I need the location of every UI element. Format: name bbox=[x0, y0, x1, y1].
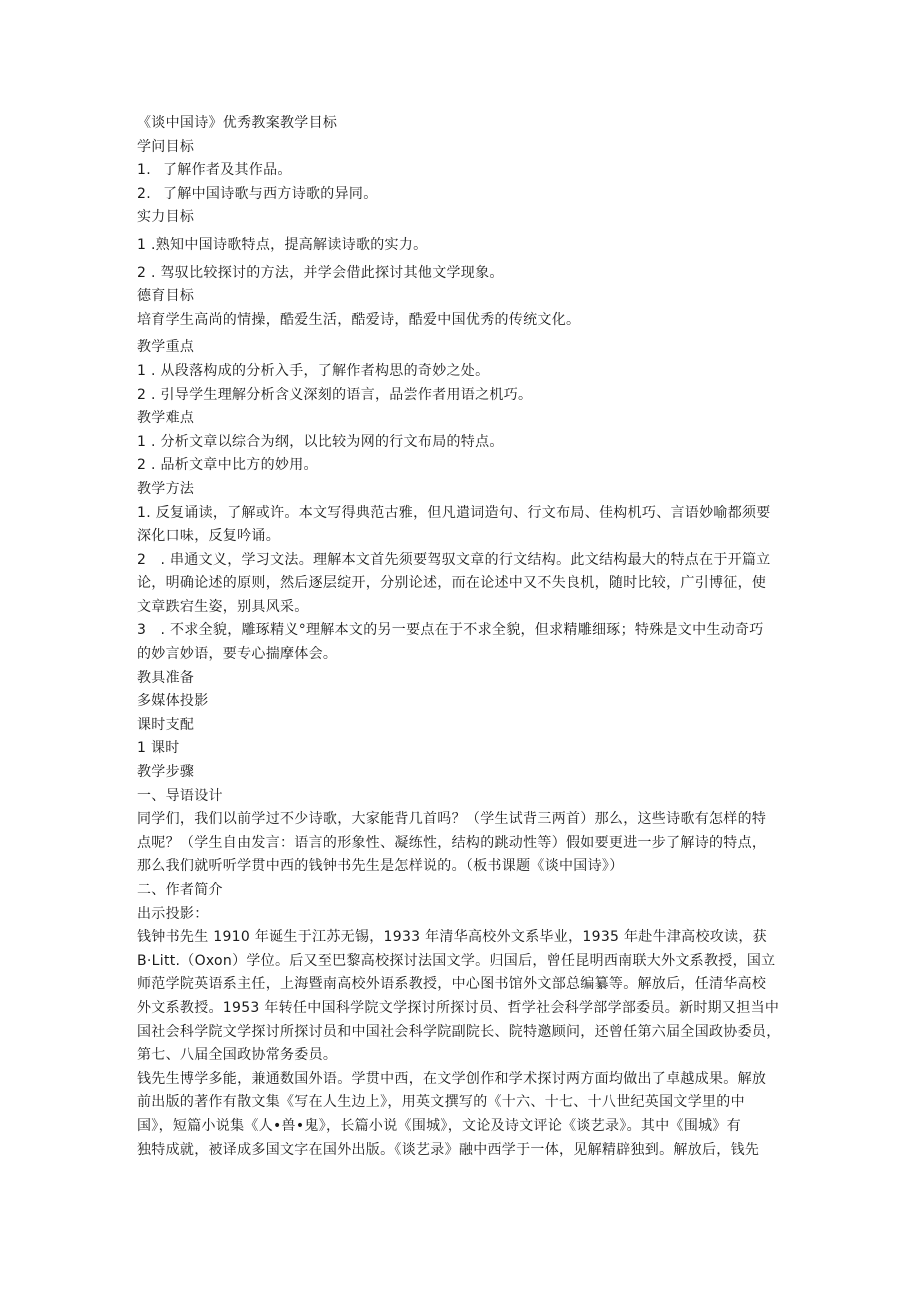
doc-title: 《谈中国诗》优秀教案教学目标 bbox=[137, 115, 338, 131]
method-heading: 教学方法 bbox=[137, 480, 195, 497]
ability-heading: 实力目标 bbox=[137, 209, 195, 226]
bio-paragraph-2: 钱先生博学多能，兼通数国外语。学贯中西，在文学创作和学术探讨两方面均做出了卓越成果。解放 前出版的著作有散文集《写在人生边上》，用英文撰写的《十六、十七、十八世纪英国文学里的中 国》，短篇小说集《人•兽•鬼》，长篇小说《围城》，文论及诗文评论《谈艺录》。其中《围城》有 独特成就，被译成多国文字在国外出版。《谈艺录》融中西学于一体，见解精辟独到。解放后，钱先 bbox=[137, 1070, 767, 1158]
moral-text: 培育学生高尚的情操，酷爱生活，酷爱诗，酷爱中国优秀的传统文化。 bbox=[137, 311, 581, 328]
time-heading: 课时支配 bbox=[137, 716, 195, 733]
document-page bbox=[137, 112, 797, 1162]
steps-heading: 教学步骤 bbox=[137, 764, 195, 781]
method-paragraph-1: 1. 反复诵读，了解或许。本文写得典范古雅，但凡遣词造句、行文布局、佳构机巧、言语妙喻都须要 深化口味，反复吟诵。 bbox=[137, 504, 771, 545]
list-item: 1 . 分析文章以综合为纲，以比较为网的行文布局的特点。 bbox=[137, 433, 504, 450]
tools-text: 多媒体投影 bbox=[137, 693, 209, 710]
focus-heading: 教学重点 bbox=[137, 339, 195, 356]
list-item: 2. 了解中国诗歌与西方诗歌的异同。 bbox=[137, 185, 378, 202]
step2-heading: 二、作者简介 bbox=[137, 882, 223, 898]
method-paragraph-3: 3 . 不求全貌，雕琢精义°理解本文的另一要点在于不求全貌，但求精雕细琢；特殊是文中生动奇巧 的妙言妙语，要专心揣摩体会。 bbox=[137, 622, 764, 663]
difficulty-heading: 教学难点 bbox=[137, 410, 195, 427]
step1-heading: 一、导语设计 bbox=[137, 787, 223, 804]
list-item: 2 . 驾驭比较探讨的方法，并学会借此探讨其他文学现象。 bbox=[137, 264, 504, 281]
method-paragraph-2: 2 . 串通文义，学习文法。理解本文首先须要驾驭文章的行文结构。此文结构最大的特点在于开篇立 论，明确论述的原则，然后逐层绽开，分别论述，而在论述中又不失良机，随时比较，广引博征，使 文章跌宕生姿，别具风采。 bbox=[137, 551, 771, 615]
list-item: 1 . 从段落构成的分析入手，了解作者构思的奇妙之处。 bbox=[137, 362, 490, 379]
list-item: 2 . 品析文章中比方的妙用。 bbox=[137, 457, 318, 474]
knowledge-heading: 学问目标 bbox=[137, 138, 195, 155]
bio-paragraph-1: 钱钟书先生 1910 年诞生于江苏无锡，1933 年清华高校外文系毕业，1935 年赴牛津高校攻读，获 B·Litt.（Oxon）学位。后又至巴黎高校探讨法国文学。归国后，曾任昆明西南联大外文系教授，国立 师范学院英语系主任，上海暨南高校外语系教授，中心图书馆外文部总编纂等。解放后，任清华高校 外文系教授。1953 年转任中国科学院文学探讨所探讨员、哲学社会科学部学部委员。新时期又担当中 国社会科学院文学探讨所探讨员和中国社会科学院副院长、院特邀顾问，还曾任第六届全国政协委员， 第七、八届全国政协常务委员。 bbox=[137, 929, 781, 1064]
list-item: 2 . 引导学生理解分析含义深刻的语言，品尝作者用语之机巧。 bbox=[137, 386, 533, 403]
step1-paragraph: 同学们，我们以前学过不少诗歌，大家能背几首吗？（学生试背三两首）那么，这些诗歌有怎样的特 点呢？（学生自由发言：语言的形象性、凝练性，结构的跳动性等）假如要更进一步了解诗的特点， 那么我们就听听学贯中西的钱钟书先生是怎样说的。（板书课题《谈中国诗》） bbox=[137, 811, 767, 875]
step2-sub: 出示投影： bbox=[137, 905, 209, 922]
time-text: 1 课时 bbox=[137, 740, 180, 757]
list-item: 1. 了解作者及其作品。 bbox=[137, 162, 292, 179]
tools-heading: 教具准备 bbox=[137, 669, 195, 686]
moral-heading: 德育目标 bbox=[137, 288, 195, 305]
list-item: 1 .熟知中国诗歌特点，提高解读诗歌的实力。 bbox=[137, 236, 428, 253]
